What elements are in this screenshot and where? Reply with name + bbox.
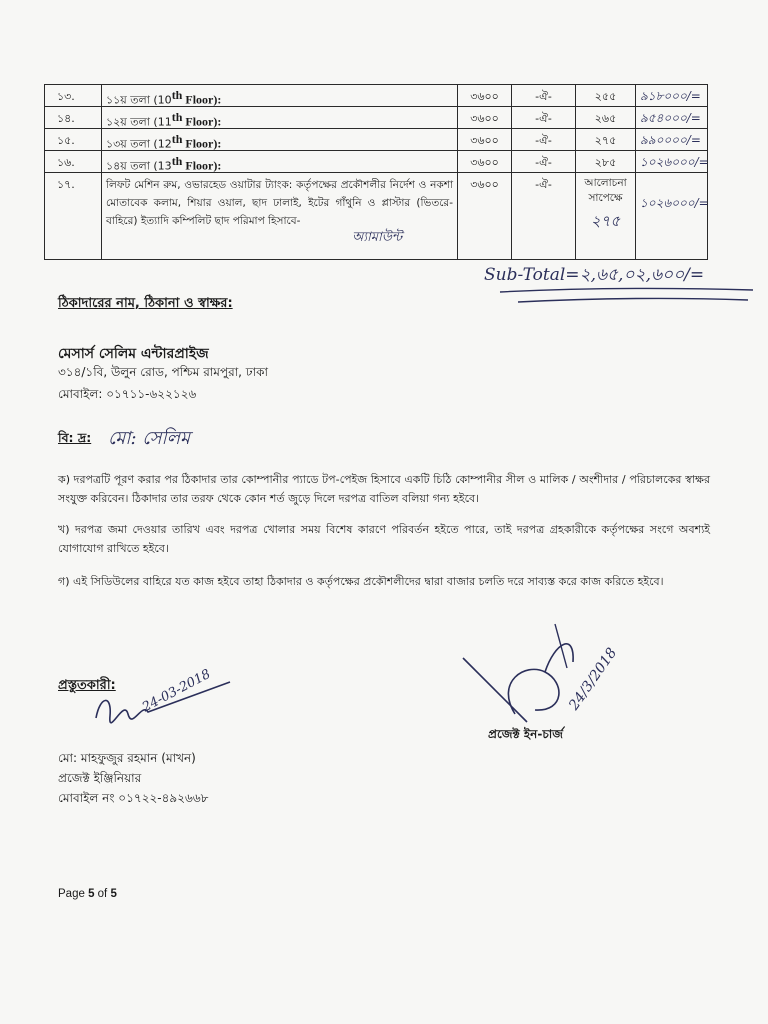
- incharge-sign-date: 24/3/2018: [566, 645, 621, 714]
- serial-cell: ১৫.: [57, 134, 75, 147]
- amount-cell: ১০২৬০০০/=: [635, 151, 709, 172]
- serial-cell: ১৪.: [57, 112, 75, 125]
- table-row: [44, 84, 708, 107]
- description-text: লিফট মেশিন রুম, ওভারহেড ওয়াটার ট্যাংক: কর্তৃপক্ষের প্রকৌশলীর নির্দেশ ও নকশা মোতাবেক কলাম, শিয়ার ওয়াল, ছাদ ঢালাই, ইটের গাঁথুনি ও প্লাস্টার (ভিতরে-বাহিরে) ইত্যাদি কম্পিলিট ছাদ পরিমাপ হিসাবে-: [106, 179, 453, 227]
- firm-name: মেসার্স সেলিম এন্টারপ্রাইজ: [58, 346, 209, 362]
- note-ka: ক) দরপত্রটি পূরণ করার পর ঠিকাদার তার কোম্পানীর প্যাডে টপ-পেইজ হিসাবে একটি চিঠি কোম্পানীর সীল ও মালিক / অংশীদার / পরিচালকের স্বাক্ষর সংযুক্ত করিবেন। ঠিকাদার তার তরফ থেকে কোন শর্ত জুড়ে দিলে দরপত্র বাতিল বলিয়া গন্য হইবে।: [58, 473, 710, 505]
- description-cell: [101, 173, 457, 259]
- description-bn: ১২য় তলা (11: [106, 115, 172, 128]
- description-bn: ১৪য় তলা (13: [106, 159, 172, 172]
- footer-total: 5: [110, 888, 117, 900]
- note-kha: খ) দরপত্র জমা দেওয়ার তারিখ এবং দরপত্র খোলার সময় বিশেষ কারণে পরিবর্তন হইতে পারে, তাই দরপত্র গ্রহকারীকে কর্তৃপক্ষের সংগে অবশ্যই যোগাযোগ রাখিতে হইবে।: [58, 523, 710, 555]
- preparer-sign-date: 24-03-2018: [140, 666, 214, 716]
- rate-cell: ৩৬০০: [457, 129, 511, 150]
- handwritten-subtotal: Sub-Total=২,৬৫,০২,৬০০/=: [484, 265, 705, 285]
- contractor-heading: ঠিকাদারের নাম, ঠিকানা ও স্বাক্ষর:: [58, 296, 233, 311]
- table-row: [44, 107, 708, 129]
- unit-text: -ঐ-: [535, 178, 552, 191]
- preparer-heading: প্রস্তুতকারী:: [58, 678, 116, 693]
- unit-cell: -ঐ-: [511, 85, 575, 106]
- floor-suffix: th: [171, 132, 183, 146]
- amount-cell: ৯৫৪০০০/=: [635, 107, 709, 128]
- amount-cell: ৯১৮০০০/=: [635, 85, 709, 106]
- preparer-name: মো: মাহফুজুর রহমান (মাখন): [58, 751, 196, 765]
- incharge-signature: [455, 622, 635, 732]
- preparer-mobile: মোবাইল নং ০১৭২২-৪৯২৬৬৮: [58, 791, 209, 805]
- qty-cell: ২৫৫: [575, 85, 635, 106]
- qty-cell: [575, 173, 635, 259]
- subtotal-underline: [498, 286, 758, 308]
- unit-cell: [511, 173, 575, 259]
- floor-label: Floor):: [182, 136, 222, 150]
- notes-label: বি: দ্র:: [58, 430, 92, 445]
- qty-cell: ২৮৫: [575, 151, 635, 172]
- unit-cell: -ঐ-: [511, 107, 575, 128]
- description-cell: [101, 85, 457, 106]
- serial-cell: ১৩.: [57, 90, 75, 103]
- qty-text: আলোচনা সাপেক্ষে: [584, 177, 627, 204]
- rate-cell: ৩৬০০: [457, 107, 511, 128]
- rate-cell: ৩৬০০: [457, 151, 511, 172]
- description-cell: [101, 129, 457, 150]
- incharge-title: প্রজেক্ট ইন-চার্জ: [488, 727, 564, 741]
- handwritten-desc-note: অ্যামাউন্ট: [352, 230, 403, 245]
- description-bn: ১১য় তলা (10: [106, 93, 172, 106]
- handwritten-contractor-name: মো: সেলিম: [108, 428, 191, 449]
- floor-label: Floor):: [182, 158, 222, 172]
- rate-cell: ৩৬০০: [457, 85, 511, 106]
- floor-label: Floor):: [182, 92, 222, 106]
- rate-cell: ৩৬০০: [457, 173, 511, 259]
- floor-suffix: th: [171, 154, 183, 168]
- firm-mobile: মোবাইল: ০১৭১১-৬২২১২৬: [58, 387, 197, 401]
- description-cell: [101, 107, 457, 128]
- floor-suffix: th: [171, 110, 183, 124]
- firm-address: ৩১৪/১বি, উলুন রোড, পশ্চিম রামপুরা, ঢাকা: [58, 365, 268, 379]
- footer-page: 5: [88, 888, 95, 900]
- schedule-table: [44, 84, 708, 260]
- handwritten-qty: ২৭৫: [590, 212, 621, 230]
- serial-cell: ১৭.: [57, 178, 75, 191]
- table-row: [44, 129, 708, 151]
- table-row: [44, 173, 708, 260]
- table-row: [44, 151, 708, 173]
- qty-cell: ২৬৫: [575, 107, 635, 128]
- footer-of: of: [94, 888, 111, 900]
- note-ga: গ) এই সিডিউলের বাহিরে যত কাজ হইবে তাহা ঠিকাদার ও কর্তৃপক্ষের প্রকৌশলীদের দ্বারা বাজার চলতি দরে সাব্যস্ত করে কাজ করিতে হইবে।: [58, 575, 664, 588]
- amount-cell: ১০২৬০০০/=: [635, 173, 709, 259]
- preparer-title: প্রজেক্ট ইঞ্জিনিয়ার: [58, 771, 142, 785]
- serial-cell: ১৬.: [57, 156, 75, 169]
- qty-cell: ২৭৫: [575, 129, 635, 150]
- description-bn: ১৩য় তলা (12: [106, 137, 172, 150]
- amount-cell: ৯৯০০০০/=: [635, 129, 709, 150]
- preparer-signature: [90, 676, 240, 736]
- page-footer: [58, 888, 117, 900]
- floor-suffix: th: [171, 88, 183, 102]
- unit-cell: -ঐ-: [511, 151, 575, 172]
- description-cell: [101, 151, 457, 172]
- unit-cell: -ঐ-: [511, 129, 575, 150]
- floor-label: Floor):: [182, 114, 222, 128]
- footer-prefix: Page: [58, 888, 89, 900]
